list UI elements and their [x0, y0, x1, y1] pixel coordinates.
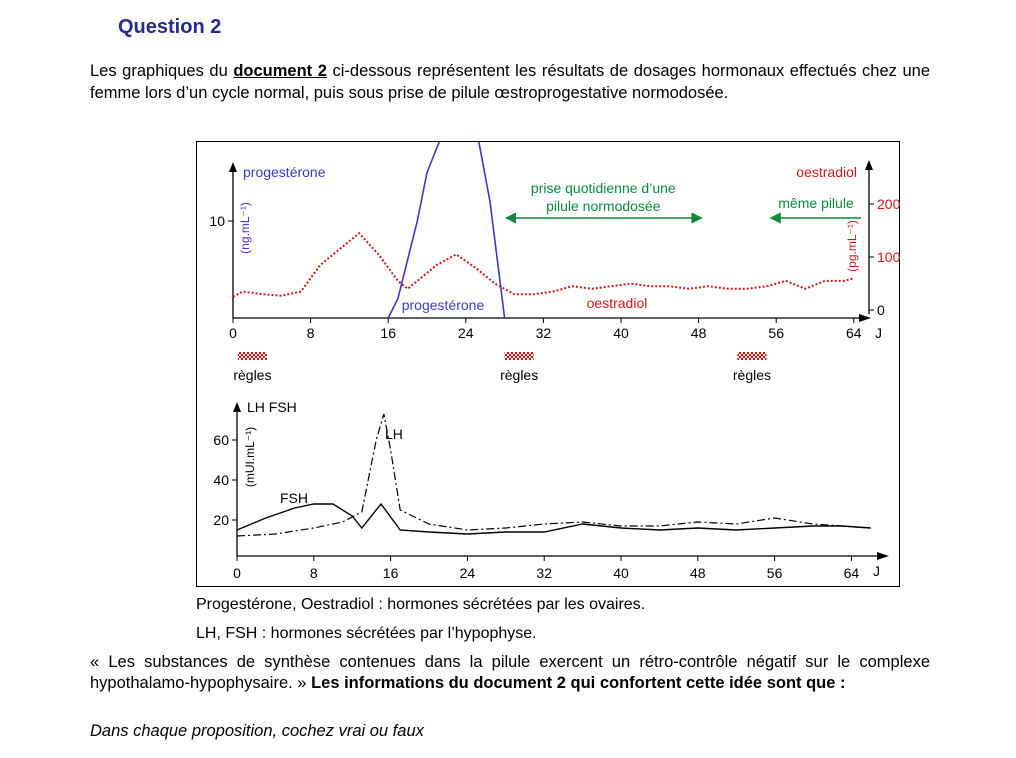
regles-marker [505, 352, 534, 360]
c2-x-tick-label: 0 [233, 565, 241, 581]
series-line-progesterone [388, 142, 504, 318]
quote-question: Les informations du document 2 qui confortent cette idée sont que : [311, 674, 846, 692]
c1-x-tick-label: 32 [535, 325, 552, 341]
pill-intake-annotation-line1: prise quotidienne d’une [530, 180, 676, 196]
c1-x-tick-label: 64 [846, 325, 862, 341]
c1-x-tick-label: 0 [229, 325, 237, 341]
c2-y-tick-label: 60 [213, 432, 229, 448]
chart-pituitary-hormones [213, 399, 889, 581]
chart-ovarian-hormones [209, 142, 900, 383]
c2-x-tick-label: 32 [536, 565, 552, 581]
c1-x-tick-label: 56 [768, 325, 784, 341]
c1-x-unit-label: J [875, 325, 882, 341]
hormone-charts [197, 142, 901, 588]
regles-label: règles [732, 367, 772, 383]
question-title: Question 2 [118, 16, 222, 38]
c1-y-axis-right-arrow [865, 160, 873, 170]
same-pill-annotation: même pilule [778, 195, 854, 211]
c2-y-label: LH FSH [247, 399, 297, 415]
c1-x-axis-arrow [859, 314, 871, 322]
c2-x-tick-label: 8 [309, 565, 318, 581]
instruction-text: Dans chaque proposition, cochez vrai ou faux [90, 722, 424, 740]
regles-label: règles [233, 367, 272, 383]
c2-x-tick-label: 56 [766, 565, 783, 581]
intro-text-after: ci-dessous représentent les résultats de dosages hormonaux effectués chez une femme lors d’un cycle normal, puis sous prise de pilule œstroprogestative normodosée. [90, 62, 930, 102]
c2-y-tick-label: 20 [213, 512, 229, 528]
document-2-figure [196, 141, 900, 587]
caption-ovarian-hormones: Progestérone, Oestradiol : hormones sécrétées par les ovaires. [196, 596, 646, 613]
regles-label: règles [500, 367, 539, 383]
quote-text: « Les substances de synthèse contenues dans la pilule exercent un rétro-contrôle négatif sur le complexe hypothalamo-hypophysaire. » [90, 653, 930, 692]
quote-paragraph [90, 652, 930, 694]
lh-inline-label: LH [385, 426, 403, 442]
intro-text-before: Les graphiques du [90, 62, 234, 80]
c2-x-tick-label: 40 [613, 565, 629, 581]
c1-y-left-tick-label: 10 [209, 213, 225, 229]
c2-x-tick-label: 16 [382, 565, 399, 581]
c1-y-right-tick-label: 100 [877, 249, 901, 265]
c2-x-tick-label: 64 [843, 565, 860, 581]
c2-y-tick-label: 40 [213, 472, 229, 488]
c2-x-axis-arrow [877, 552, 889, 560]
series-line-oestradiol [233, 233, 854, 297]
c1-y-left-unit: (ng.mL⁻¹) [238, 202, 252, 254]
oestradiol-inline-label: oestradiol [586, 295, 648, 311]
regles-marker [737, 352, 766, 360]
c2-x-unit-label: J [873, 563, 880, 579]
c2-x-tick-label: 48 [690, 565, 706, 581]
pill-intake-annotation-line2: pilule normodosée [546, 198, 661, 214]
c1-x-tick-label: 48 [690, 325, 707, 341]
progesterone-inline-label: progestérone [401, 297, 485, 313]
c1-x-tick-label: 24 [458, 325, 474, 341]
c1-y-right-label: oestradiol [796, 164, 857, 180]
c1-y-left-label: progestérone [243, 164, 326, 180]
document-reference: document 2 [233, 62, 327, 80]
c2-y-unit: (mUI.mL⁻¹) [243, 426, 257, 488]
c1-y-right-tick-label: 0 [877, 302, 885, 318]
c2-x-tick-label: 24 [459, 565, 476, 581]
series-line-fsh [237, 504, 871, 534]
regles-marker [238, 352, 267, 360]
c1-x-tick-label: 8 [306, 325, 315, 341]
c1-x-tick-label: 40 [613, 325, 629, 341]
c1-y-right-tick-label: 200 [877, 196, 901, 212]
caption-pituitary-hormones: LH, FSH : hormones sécrétées par l’hypophyse. [196, 625, 537, 642]
series-line-lh [237, 414, 871, 536]
fsh-inline-label: FSH [280, 490, 308, 506]
c1-y-axis-left-arrow [229, 162, 237, 172]
c2-y-axis-arrow [233, 402, 241, 412]
c1-x-tick-label: 16 [380, 325, 396, 341]
intro-paragraph [90, 60, 930, 104]
c1-y-right-unit: (pg.mL⁻¹) [845, 220, 859, 272]
